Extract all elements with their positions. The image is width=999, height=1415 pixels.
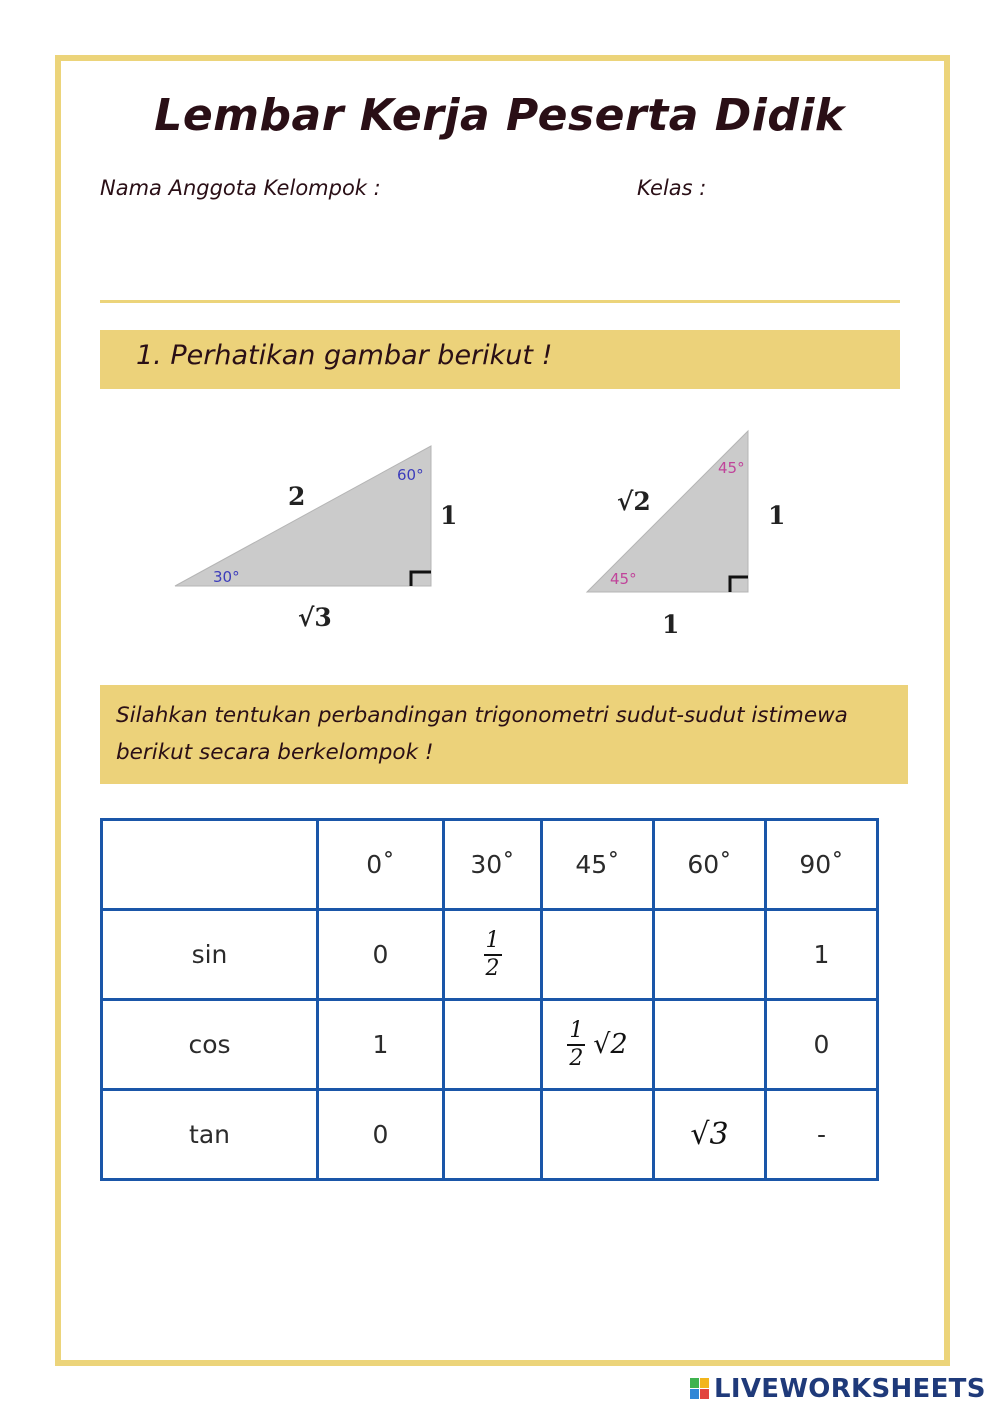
triangle1-angle-left: 30° bbox=[213, 568, 240, 586]
section-heading: 1. Perhatikan gambar berikut ! bbox=[136, 340, 553, 371]
triangle2-adj: 1 bbox=[662, 610, 680, 639]
cell-sin-60[interactable] bbox=[654, 910, 766, 1000]
cell-tan-90: - bbox=[766, 1090, 878, 1180]
answer-cos-45: $\frac{1}{2}$ √2 bbox=[569, 1017, 628, 1071]
page-title: Lembar Kerja Peserta Didik bbox=[154, 90, 845, 141]
cell-cos-60[interactable] bbox=[654, 1000, 766, 1090]
header-cell-60: 60˚ bbox=[654, 820, 766, 910]
cell-cos-90: 0 bbox=[766, 1000, 878, 1090]
cell-tan-60[interactable] bbox=[654, 1090, 766, 1180]
table-row-sin bbox=[102, 910, 878, 1000]
triangle2-angle-top: 45° bbox=[718, 459, 745, 477]
cell-sin-0: 0 bbox=[318, 910, 444, 1000]
triangle-45-45 bbox=[587, 431, 748, 592]
liveworksheets-logo-icon bbox=[690, 1378, 710, 1400]
liveworksheets-logo-text: LIVEWORKSHEETS bbox=[714, 1374, 986, 1404]
instruction-text: Silahkan tentukan perbandingan trigonometri sudut-sudut istimewa berikut secara berkelompok ! bbox=[116, 703, 848, 765]
cell-tan-45[interactable] bbox=[542, 1090, 654, 1180]
cell-cos-30[interactable] bbox=[444, 1000, 542, 1090]
trig-table bbox=[100, 818, 879, 1181]
triangle2-hyp: √2 bbox=[617, 487, 651, 516]
triangle-30-60 bbox=[175, 446, 431, 586]
cell-cos-0: 1 bbox=[318, 1000, 444, 1090]
cell-sin-90: 1 bbox=[766, 910, 878, 1000]
triangle1-angle-top: 60° bbox=[397, 466, 424, 484]
table-row-cos bbox=[102, 1000, 878, 1090]
cell-sin-45[interactable] bbox=[542, 910, 654, 1000]
triangle2-opp: 1 bbox=[768, 501, 786, 530]
header-cell-45: 45˚ bbox=[542, 820, 654, 910]
cell-tan-0: 0 bbox=[318, 1090, 444, 1180]
row-label-tan: tan bbox=[102, 1090, 318, 1180]
row-label-sin: sin bbox=[102, 910, 318, 1000]
answer-sin-30: $\frac{1}{2}$ bbox=[485, 927, 500, 981]
header-cell-30: 30˚ bbox=[444, 820, 542, 910]
row-label-cos: cos bbox=[102, 1000, 318, 1090]
class-label: Kelas : bbox=[637, 176, 707, 200]
header-cell-0: 0˚ bbox=[318, 820, 444, 910]
cell-tan-30[interactable] bbox=[444, 1090, 542, 1180]
header-cell-90: 90˚ bbox=[766, 820, 878, 910]
triangle1-hyp: 2 bbox=[288, 482, 306, 511]
cell-sin-30[interactable] bbox=[444, 910, 542, 1000]
instruction-band bbox=[100, 685, 908, 784]
triangles-figure bbox=[0, 0, 999, 660]
header-cell-empty bbox=[102, 820, 318, 910]
table-row-tan bbox=[102, 1090, 878, 1180]
triangle1-adj: √3 bbox=[298, 603, 332, 632]
answer-tan-60: √3 bbox=[690, 1117, 729, 1152]
liveworksheets-logo bbox=[690, 1374, 986, 1404]
triangle2-angle-left: 45° bbox=[610, 570, 637, 588]
triangle1-opp: 1 bbox=[440, 501, 458, 530]
group-members-label: Nama Anggota Kelompok : bbox=[100, 176, 381, 200]
cell-cos-45[interactable] bbox=[542, 1000, 654, 1090]
table-header-row bbox=[102, 820, 878, 910]
